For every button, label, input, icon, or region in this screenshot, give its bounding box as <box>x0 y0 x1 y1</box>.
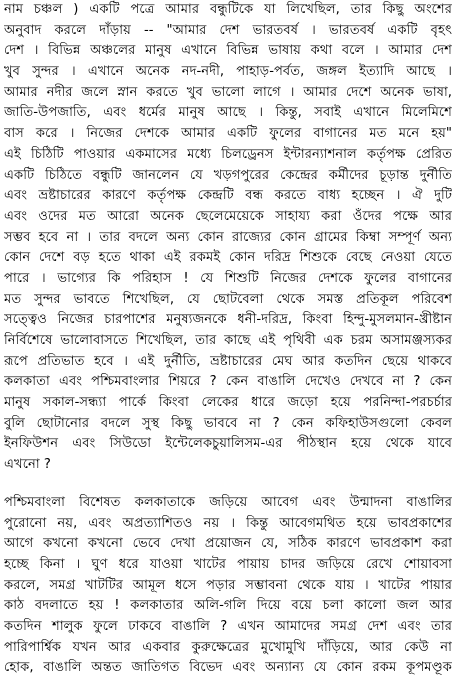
text-line: আগে কখনো কখনো ভেবে দেখা প্রয়োজন যে, সঠিক কারণে ভাবপ্রকাশ করা <box>4 536 452 552</box>
text-line: পশ্চিমবাংলা বিশেষত কলকাতাকে জড়িয়ে আবেগ এবং উন্মাদনা বাঙালির <box>4 494 452 510</box>
text-line: পারিপার্শ্বিক যখন আর একবার কুরুক্ষেত্রের মুখোমুখি দাঁড়িয়ে, আর কেউ না <box>4 639 452 655</box>
text-line: রূপে প্রতিভাত হবে । এই দুর্নীতি, ভ্রষ্টাচারের মেঘ আর কতদিন ছেয়ে থাকবে <box>4 353 452 369</box>
text-line: একটি চিঠিতে বন্ধুটি জানলেন যে খড়গপুরের কেন্দ্রের কর্মীদের চূড়ান্ত দুর্নীতি <box>4 167 452 183</box>
text-line: করলে, সমগ্র খাটটির আমূল ধসে পড়ার সম্ভাবনা থেকে যায় । খাটের পায়ার <box>4 577 452 593</box>
text-line: মানুষ সকাল-সন্ধ্যা পার্কে কিংবা লেকের ধারে জড়ো হয়ে পরনিন্দা-পরচর্চার <box>4 395 452 411</box>
text-line: পুরোনো নয়, এবং অপ্রত্যাশিতও নয় । কিন্তু আবেগমথিত হয়ে ভাবপ্রকাশের <box>4 515 452 531</box>
text-line: সত্ত্বেও নিজের চারপাশের মনুষ্যজনকে ধনী-দরিদ্র, কিংবা হিন্দু-মুসলমান-খ্রীষ্টান <box>4 312 452 328</box>
text-line: কলকাতা এবং পশ্চিমবাংলার শিয়রে ? কেন বাঙালি দেখেও দেখবে না ? কেন <box>4 374 452 390</box>
text-line: অনুবাদ করলে দাঁড়ায় -- "আমার দেশ ভারতবর্ষ । ভারতবর্ষ একটি বৃহৎ <box>4 22 452 38</box>
text-line: কতদিন শালুক ফুলে ঢাকবে বাঙালি ? এখন আমাদের সমগ্র দেশ এবং তার <box>4 618 452 634</box>
text-line: বাস করে । নিজের দেশকে আমার একটি ফুলের বাগানের মত মনে হয়" <box>4 126 452 142</box>
text-line: এবং ভ্রষ্টাচারের কারণে কর্তৃপক্ষ কেন্দ্রটি বন্ধ করতে বাধ্য হচ্ছেন । ঐ দুটি <box>4 188 452 204</box>
text-line: ইনফিউশন এবং সিউডো ইন্টেলেকচুয়ালিসম-এর পীঠস্থান হয়ে থেকে যাবে <box>4 436 452 452</box>
text-line: এখনো ? <box>4 457 51 473</box>
text-line: কোন দেশে বড় হতে থাকা এই রকমই কোন দরিদ্র শিশুকে বেছে নেওয়া যেতে <box>4 250 452 266</box>
text-line: হোক, বাঙালি অন্তত জাতিগত বিভেদ এবং অন্যান্য যে কোন রকম কূপমণ্ডূক <box>4 660 452 676</box>
text-line: হচ্ছে কিনা । ঘুণ ধরে যাওয়া খাটের পায়ায় চাদর জড়িয়ে রেখে শোয়াবসা <box>4 556 452 572</box>
text-line: খুব সুন্দর । এখানে অনেক নদ-নদী, পাহাড়-পর্বত, জঙ্গল ইত্যাদি আছে । <box>4 64 452 80</box>
text-line: মত সুন্দর ভাবতে শিখেছিল, যে ছোটবেলা থেকে সমস্ত প্রতিকূল পরিবেশ <box>4 291 452 307</box>
text-line: জাতি-উপজাতি, এবং ধর্মের মানুষ আছে । কিন্তু, সবাই এখানে মিলেমিশে <box>4 105 452 121</box>
paragraph-1 <box>4 0 452 476</box>
text-line: পারে । ভাগ্যের কি পরিহাস ! যে শিশুটি নিজের দেশকে ফুলের বাগানের <box>4 270 452 286</box>
document-body <box>4 0 452 679</box>
text-line: এবং ওদের মত আরো অনেক ছেলেমেয়েকে সাহায্য করা ওঁদের পক্ষে আর <box>4 208 452 224</box>
text-line: নির্বিশেষে ভালোবাসতে শিখেছিল, তার কাছে এই পৃথিবী এক চরম অসামঞ্জস্যকর <box>4 333 452 348</box>
text-line: নাম চঞ্চল ) একটি পত্রে আমার বন্ধুটিকে যা লিখেছিল, তার কিছু অংশের <box>4 2 452 17</box>
text-line: কাঠ বদলাতে হয় ! কলকাতার অলি-গলি দিয়ে বয়ে চলা কালো জল আর <box>4 598 452 614</box>
text-line: বুলি ছোটানোর বদলে সুস্থ কিছু ভাববে না ? কেন কফিহাউসগুলো কেবল <box>4 415 452 431</box>
text-line: দেশ । বিভিন্ন অঞ্চলের মানুষ এখানে বিভিন্ন ভাষায় কথা বলে । আমার দেশ <box>4 43 452 59</box>
text-line: এই চিঠিটি পাওয়ার একমাসের মধ্যে চিলড্রেনস ইন্টারন্যাশনাল কর্তৃপক্ষ প্রেরিত <box>4 146 452 162</box>
text-line: সম্ভব হবে না । তার বদলে অন্য কোন রাজ্যের কোন গ্রামের কিম্বা সম্পূর্ণ অন্য <box>4 229 452 245</box>
paragraph-gap <box>4 476 452 493</box>
paragraph-2 <box>4 493 452 679</box>
text-line: আমার নদীর জলে স্নান করতে খুব ভালো লাগে । আমার দেশে অনেক ভাষা, <box>4 84 452 100</box>
